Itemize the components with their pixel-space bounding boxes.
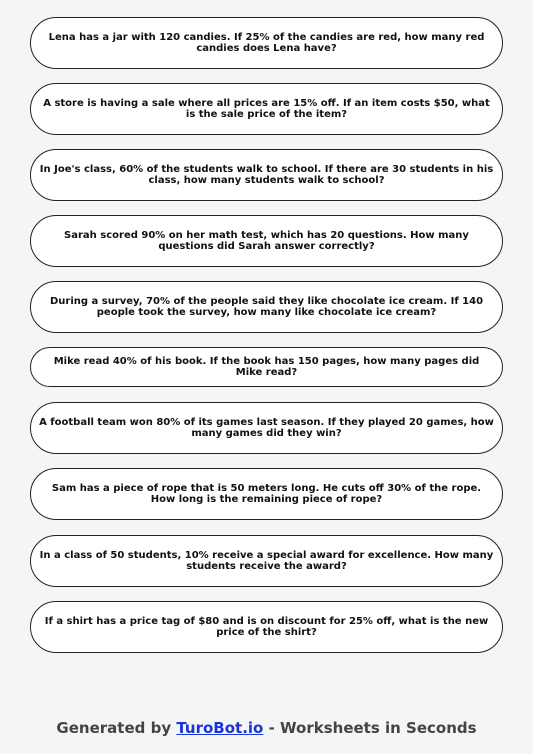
question-text: During a survey, 70% of the people said they like chocolate ice cream. If 140 people took the survey, how many like chocolate ice cream? xyxy=(49,295,484,318)
turobot-link[interactable]: TuroBot.io xyxy=(176,719,264,737)
footer-suffix: - Worksheets in Seconds xyxy=(263,719,477,737)
footer xyxy=(0,716,533,740)
question-card-4 xyxy=(30,215,503,267)
question-card-6 xyxy=(30,347,503,387)
question-card-2 xyxy=(30,83,503,135)
question-text: Sam has a piece of rope that is 50 meters long. He cuts off 30% of the rope. How long is the remaining piece of rope? xyxy=(51,482,482,505)
question-text: Sarah scored 90% on her math test, which has 20 questions. How many questions did Sarah answer correctly? xyxy=(64,229,469,252)
question-card-7 xyxy=(30,402,503,454)
worksheet xyxy=(30,17,503,653)
question-text: If a shirt has a price tag of $80 and is on discount for 25% off, what is the new price of the shirt? xyxy=(44,615,489,638)
question-card-10 xyxy=(30,601,503,653)
question-card-8 xyxy=(30,468,503,520)
question-text: A football team won 80% of its games last season. If they played 20 games, how many games did they win? xyxy=(39,416,494,439)
question-card-5 xyxy=(30,281,503,333)
footer-prefix: Generated by xyxy=(56,719,177,737)
question-card-9 xyxy=(30,535,503,587)
question-card-1 xyxy=(30,17,503,69)
question-text: In a class of 50 students, 10% receive a special award for excellence. How many students receive the award? xyxy=(39,549,494,572)
question-text: In Joe's class, 60% of the students walk to school. If there are 30 students in his class, how many students walk to school? xyxy=(39,163,494,186)
question-text: Mike read 40% of his book. If the book has 150 pages, how many pages did Mike read? xyxy=(53,355,480,378)
question-text: A store is having a sale where all prices are 15% off. If an item costs $50, what is the sale price of the item? xyxy=(43,97,490,120)
question-card-3 xyxy=(30,149,503,201)
question-text: Lena has a jar with 120 candies. If 25% of the candies are red, how many red candies does Lena have? xyxy=(48,31,485,54)
